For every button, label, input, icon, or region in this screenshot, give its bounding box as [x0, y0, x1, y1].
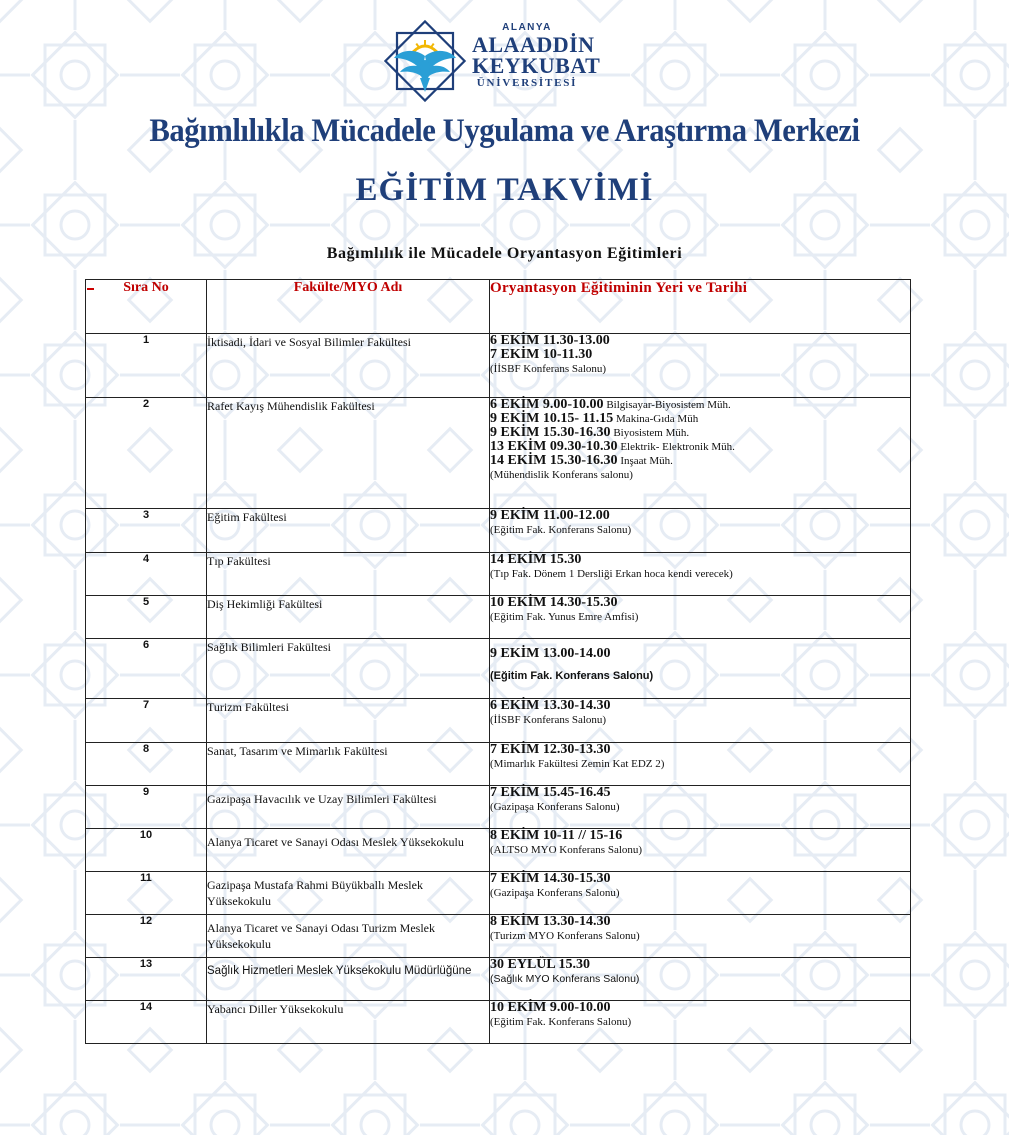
row-number: 10 — [86, 829, 207, 872]
table-row — [86, 334, 911, 398]
row-number: 11 — [86, 872, 207, 915]
table-row — [86, 398, 911, 509]
faculty-name: Turizm Fakültesi — [207, 699, 490, 743]
session-detail: Makina-Gıda Müh — [616, 413, 699, 425]
venue: (İİSBF Konferans Salonu) — [490, 714, 607, 726]
session — [490, 743, 910, 757]
session-date: 9 EKİM 13.00-14.00 — [490, 646, 611, 661]
venue: (Eğitim Fak. Yunus Emre Amfisi) — [490, 611, 639, 623]
schedule-cell — [490, 786, 911, 829]
faculty-name: Alanya Ticaret ve Sanayi Odası Meslek Yüksekokulu — [207, 829, 490, 872]
session — [490, 958, 910, 972]
table-row — [86, 958, 911, 1001]
university-logo — [380, 18, 601, 106]
session — [490, 596, 910, 610]
row-number: 8 — [86, 743, 207, 786]
faculty-name: Eğitim Fakültesi — [207, 509, 490, 553]
session-date: 6 EKİM 9.00-10.00 — [490, 397, 604, 412]
faculty-name: Gazipaşa Havacılık ve Uzay Bilimleri Fakültesi — [207, 786, 490, 829]
session — [490, 509, 910, 523]
header-schedule: Oryantasyon Eğitiminin Yeri ve Tarihi — [490, 280, 911, 334]
venue: (Eğitim Fak. Konferans Salonu) — [490, 670, 654, 682]
row-number: 14 — [86, 1001, 207, 1044]
faculty-name: Diş Hekimliği Fakültesi — [207, 596, 490, 639]
row-number: 12 — [86, 915, 207, 958]
row-number: 2 — [86, 398, 207, 509]
schedule-cell — [490, 743, 911, 786]
calendar-title: EĞİTİM TAKVİMİ — [355, 172, 654, 208]
session — [490, 699, 910, 713]
session-date: 9 EKİM 15.30-16.30 — [490, 425, 611, 440]
venue: (Tıp Fak. Dönem 1 Dersliği Erkan hoca kendi verecek) — [490, 568, 733, 580]
session — [490, 412, 910, 426]
venue: (Turizm MYO Konferans Salonu) — [490, 930, 640, 942]
table-row — [86, 872, 911, 915]
session-date: 7 EKİM 12.30-13.30 — [490, 742, 611, 757]
session — [490, 647, 910, 661]
session — [490, 334, 910, 348]
row-number: 5 — [86, 596, 207, 639]
session — [490, 454, 910, 468]
session-detail: Elektrik- Elektronik Müh. — [620, 441, 735, 453]
session-detail: Bilgisayar-Biyosistem Müh. — [606, 399, 731, 411]
logo-name-line2: KEYKUBAT — [472, 53, 601, 78]
university-name — [472, 22, 601, 90]
faculty-name: Gazipaşa Mustafa Rahmi Büyükballı Meslek Yüksekokulu — [207, 872, 490, 915]
table-row — [86, 509, 911, 553]
session-date: 14 EKİM 15.30 — [490, 552, 582, 567]
logo-name-line1: ALAADDİN — [472, 32, 595, 57]
schedule-cell — [490, 553, 911, 596]
session-date: 9 EKİM 11.00-12.00 — [490, 508, 610, 523]
session-date: 10 EKİM 9.00-10.00 — [490, 1000, 611, 1015]
faculty-name: Rafet Kayış Mühendislik Fakültesi — [207, 398, 490, 509]
faculty-name: Alanya Ticaret ve Sanayi Odası Turizm Meslek Yüksekokulu — [207, 915, 490, 958]
venue: (Mühendislik Konferans salonu) — [490, 469, 633, 481]
header-faculty: Fakülte/MYO Adı — [207, 280, 490, 334]
header-no: Sıra No — [86, 280, 207, 334]
session-date: 6 EKİM 11.30-13.00 — [490, 333, 610, 348]
schedule-cell — [490, 958, 911, 1001]
table-row — [86, 786, 911, 829]
row-number: 6 — [86, 639, 207, 699]
table-row — [86, 829, 911, 872]
schedule-cell — [490, 398, 911, 509]
schedule-table — [85, 279, 911, 1044]
schedule-cell — [490, 1001, 911, 1044]
session-date: 13 EKİM 09.30-10.30 — [490, 439, 618, 454]
session — [490, 553, 910, 567]
table-row — [86, 1001, 911, 1044]
venue: (Eğitim Fak. Konferans Salonu) — [490, 524, 632, 536]
table-header-row — [86, 280, 911, 334]
session-date: 8 EKİM 10-11 // 15-16 — [490, 828, 623, 843]
session — [490, 348, 910, 362]
session — [490, 829, 910, 843]
schedule-cell — [490, 334, 911, 398]
row-number: 3 — [86, 509, 207, 553]
table-row — [86, 915, 911, 958]
row-number: 4 — [86, 553, 207, 596]
table-row — [86, 699, 911, 743]
venue: (Sağlık MYO Konferans Salonu) — [490, 973, 640, 985]
logo-university: ÜNİVERSİTESİ — [476, 77, 578, 89]
session-date: 10 EKİM 14.30-15.30 — [490, 595, 618, 610]
session-date: 7 EKİM 14.30-15.30 — [490, 871, 611, 886]
schedule-cell — [490, 509, 911, 553]
venue: (Gazipaşa Konferans Salonu) — [490, 801, 620, 813]
session — [490, 426, 910, 440]
venue: (Gazipaşa Konferans Salonu) — [490, 887, 620, 899]
faculty-name: İktisadi, İdari ve Sosyal Bilimler Fakültesi — [207, 334, 490, 398]
session-date: 6 EKİM 13.30-14.30 — [490, 698, 611, 713]
row-number: 13 — [86, 958, 207, 1001]
table-row — [86, 743, 911, 786]
session-date: 14 EKİM 15.30-16.30 — [490, 453, 618, 468]
session-date: 30 EYLÜL 15.30 — [490, 957, 590, 972]
table-caption: Bağımlılık ile Mücadele Oryantasyon Eğitimleri — [326, 245, 683, 262]
table-row — [86, 553, 911, 596]
row-number: 7 — [86, 699, 207, 743]
session-detail: Inşaat Müh. — [620, 455, 673, 467]
session — [490, 1001, 910, 1015]
schedule-cell — [490, 639, 911, 699]
session-date: 9 EKİM 10.15- 11.15 — [490, 411, 614, 426]
logo-city: ALANYA — [502, 22, 552, 33]
session — [490, 398, 910, 412]
table-row — [86, 596, 911, 639]
faculty-name: Sağlık Hizmetleri Meslek Yüksekokulu Müdürlüğüne — [207, 958, 490, 1001]
schedule-cell — [490, 872, 911, 915]
session — [490, 872, 910, 886]
center-title: Bağımlılıkla Mücadele Uygulama ve Araştırma Merkezi — [149, 113, 860, 149]
university-emblem-icon — [380, 18, 470, 106]
schedule-cell — [490, 596, 911, 639]
schedule-cell — [490, 699, 911, 743]
session — [490, 915, 910, 929]
session-date: 8 EKİM 13.30-14.30 — [490, 914, 611, 929]
schedule-cell — [490, 915, 911, 958]
table-row — [86, 639, 911, 699]
schedule-cell — [490, 829, 911, 872]
session-date: 7 EKİM 10-11.30 — [490, 347, 593, 362]
session-detail: Biyosistem Müh. — [613, 427, 690, 439]
row-number: 1 — [86, 334, 207, 398]
faculty-name: Sanat, Tasarım ve Mimarlık Fakültesi — [207, 743, 490, 786]
session — [490, 786, 910, 800]
venue: (Eğitim Fak. Konferans Salonu) — [490, 1016, 632, 1028]
venue: (ALTSO MYO Konferans Salonu) — [490, 844, 643, 856]
faculty-name: Yabancı Diller Yüksekokulu — [207, 1001, 490, 1044]
session — [490, 440, 910, 454]
faculty-name: Sağlık Bilimleri Fakültesi — [207, 639, 490, 699]
faculty-name: Tıp Fakültesi — [207, 553, 490, 596]
session-date: 7 EKİM 15.45-16.45 — [490, 785, 611, 800]
venue: (İİSBF Konferans Salonu) — [490, 363, 607, 375]
row-number: 9 — [86, 786, 207, 829]
venue: (Mimarlık Fakültesi Zemin Kat EDZ 2) — [490, 758, 665, 770]
